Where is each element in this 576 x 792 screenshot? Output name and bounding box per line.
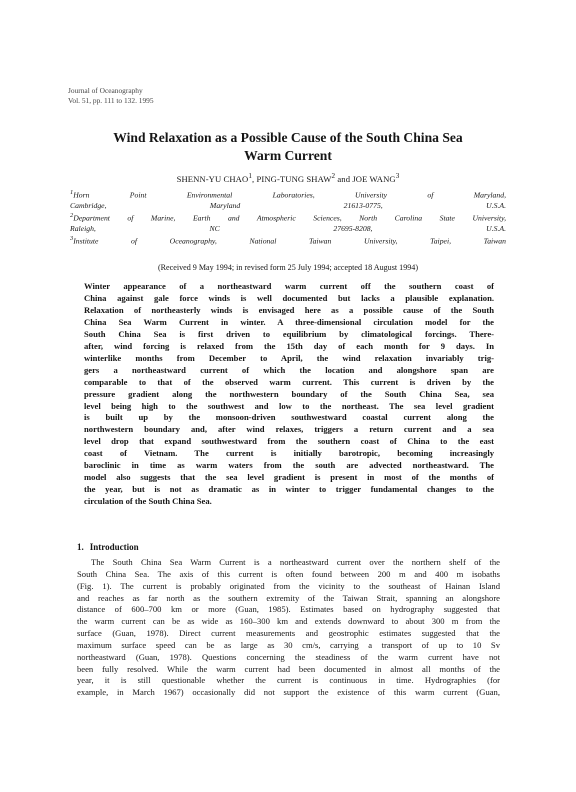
abstract-line: pressure gradient along the northwestern boundary of the South China Sea, sea [84, 388, 494, 399]
abstract-line: gers a northeastward current of which the location and alongshore span are [84, 364, 494, 375]
author-affiliation-mark: 3 [395, 172, 400, 180]
author-separator: and [335, 173, 353, 184]
title-line: Warm Current [244, 147, 332, 163]
paper-title [60, 129, 516, 164]
abstract-line: northwestern boundary and, after wind relaxes, triggers a return current and a sea [84, 424, 494, 435]
section-number: 1. [77, 542, 84, 552]
affiliation-line: Cambridge, Maryland 21613-0775, U.S.A. [70, 200, 506, 210]
body-line: been fully resolved. While the warm current had been documented in almost all months of the [77, 663, 500, 674]
body-line: year, it is still questionable whether the current is continuous in time. Hydrographies (for [77, 675, 500, 686]
section-heading [77, 542, 139, 552]
body-line: maximum surface speed can be as large as 30 cm/s, carrying a transport of up to 10 Sv [77, 639, 500, 650]
affiliation-mark: 1 [70, 189, 74, 196]
body-line: example, in March 1967) occasionally did not support the existence of this warm current (Guan, [77, 687, 500, 698]
author-affiliation-mark: 1 [248, 172, 252, 180]
affiliation-list [70, 188, 506, 247]
body-line: distance of 600–700 km or more (Guan, 1985). Estimates based on hydrography suggested that [77, 604, 500, 615]
author-list [60, 172, 516, 184]
affiliation-mark: 2 [70, 212, 74, 220]
body-line: surface (Guan, 1978). Direct current measurements and geostrophic estimates suggested that the [77, 628, 500, 639]
received-dates: (Received 9 May 1994; in revised form 25 July 1994; accepted 18 August 1994) [157, 263, 419, 272]
body-line: The South China Sea Warm Current is a northeastward current over the northern shelf of the [91, 557, 500, 567]
affiliation-text: Institute of Oceanography, National Taiwan University, Taipei, Taiwan [73, 236, 506, 246]
author-name: SHENN-YU CHAO [176, 173, 249, 184]
abstract-line: is built up by the monsoon-driven southwestward coastal current along the [84, 412, 494, 423]
body-line: South China Sea. The axis of this current is often found between 200 m and 400 m isobaths [77, 568, 500, 579]
title-line: Wind Relaxation as a Possible Cause of the South China Sea [113, 130, 463, 145]
abstract-line: level being high to the southwest and low to the northeast. The sea level gradient [84, 400, 494, 411]
abstract-line: comparable to that of the observed warm current. This current is driven by the [84, 376, 494, 387]
body-line: (Fig. 1). The current is probably originated from the vicinity to the southeast of Hainan Island [77, 580, 500, 591]
body-line: and reaches as far north as the southern extremity of the Taiwan Strait, spanning an alongshore [77, 592, 500, 603]
abstract-line: China Sea Warm Current in winter. A three-dimensional circulation model for the [84, 316, 494, 327]
affiliation-line [70, 234, 506, 247]
journal-citation [68, 86, 154, 106]
affiliation-line: Raleigh, NC 27695-8208, U.S.A. [70, 224, 506, 234]
abstract-line: Relaxation of northeasterly winds is envisaged here as a possible cause of the South [84, 304, 494, 315]
abstract [84, 281, 494, 508]
author-name: PING-TUNG SHAW [256, 173, 332, 184]
body-line: the warm current can be as wide as 160–300 km and extends downward to about 300 m from the [77, 616, 500, 627]
abstract-line: level drop that expand southwestward from the southern coast of China to the east [84, 436, 494, 447]
affiliation-mark: 3 [70, 235, 74, 243]
body-line: northeastward (Guan, 1978). Questions concerning the steadiness of the warm current have not [77, 651, 500, 662]
author-separator: , [252, 173, 257, 184]
abstract-line: model also suggests that the sea level gradient is present in most of the months of [84, 472, 494, 483]
abstract-line: baroclinic in time as warm waters from the south are advected northeastward. The [84, 460, 494, 471]
abstract-line: China against gale force winds is well documented but lacks a plausible explanation. [84, 292, 494, 303]
affiliation-line [70, 211, 506, 224]
abstract-line: coast of Vietnam. The current is initially barotropic, becoming increasingly [84, 448, 494, 459]
abstract-line: South China Sea is first driven to equilibrium by climatological forcings. There- [84, 328, 494, 339]
affiliation-text: Department of Marine, Earth and Atmospheric Sciences, North Carolina State University, [73, 213, 506, 223]
affiliation-text: Horn Point Environmental Laboratories, University of Maryland, [73, 190, 506, 200]
author-affiliation-mark: 2 [331, 172, 336, 180]
body-text [77, 557, 500, 699]
abstract-line: after, wind forcing is relaxed from the 15th day of each month for 9 days. In [84, 340, 494, 351]
section-title: Introduction [89, 542, 139, 552]
affiliation-line [70, 188, 506, 201]
journal-volume-pages: Vol. 51, pp. 111 to 132. 1995 [68, 96, 154, 105]
abstract-line: Winter appearance of a northeastward warm current off the southern coast of [84, 281, 494, 291]
abstract-line: circulation of the South China Sea. [84, 496, 212, 507]
author-name: JOE WANG [352, 173, 396, 184]
abstract-line: winterlike months from December to April, the wind relaxation invariably trig- [84, 352, 494, 363]
abstract-line: the year, but is not as dramatic as in winter to trigger fundamental changes to the [84, 484, 494, 495]
journal-name: Journal of Oceanography [68, 86, 143, 95]
